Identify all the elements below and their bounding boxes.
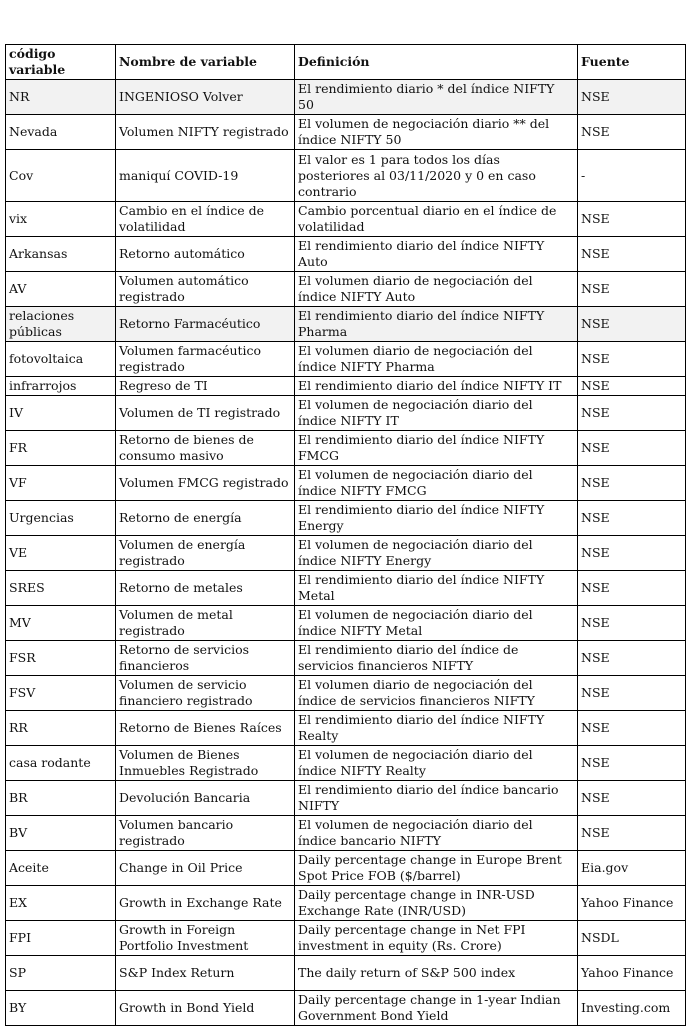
cell-name: Regreso de TI (116, 377, 295, 396)
cell-code: BY (6, 991, 116, 1026)
cell-source: NSE (578, 746, 686, 781)
cell-name: INGENIOSO Volver (116, 80, 295, 115)
table-row (6, 466, 686, 501)
cell-definition: The daily return of S&P 500 index (295, 956, 578, 991)
cell-code: Aceite (6, 851, 116, 886)
cell-definition: El volumen diario de negociación del índice NIFTY Auto (295, 272, 578, 307)
cell-definition: El volumen de negociación diario del índice bancario NIFTY (295, 816, 578, 851)
cell-name: Retorno de servicios financieros (116, 641, 295, 676)
table-row (6, 886, 686, 921)
cell-source: NSE (578, 80, 686, 115)
cell-code: MV (6, 606, 116, 641)
cell-code: infrarrojos (6, 377, 116, 396)
cell-source: NSE (578, 431, 686, 466)
table-row (6, 115, 686, 150)
table-row (6, 377, 686, 396)
cell-code: FR (6, 431, 116, 466)
cell-name: Retorno automático (116, 237, 295, 272)
cell-definition: El volumen de negociación diario ** del índice NIFTY 50 (295, 115, 578, 150)
cell-source: NSE (578, 342, 686, 377)
table-row (6, 150, 686, 202)
cell-code: FSR (6, 641, 116, 676)
cell-name: Volumen NIFTY registrado (116, 115, 295, 150)
cell-name: Retorno de metales (116, 571, 295, 606)
cell-code: Cov (6, 150, 116, 202)
cell-source: NSE (578, 711, 686, 746)
cell-code: FPI (6, 921, 116, 956)
cell-code: vix (6, 202, 116, 237)
cell-source: NSE (578, 202, 686, 237)
cell-definition: Daily percentage change in INR-USD Exchange Rate (INR/USD) (295, 886, 578, 921)
cell-source: NSE (578, 676, 686, 711)
cell-name: Volumen farmacéutico registrado (116, 342, 295, 377)
cell-source: NSE (578, 606, 686, 641)
cell-definition: El volumen de negociación diario del índice NIFTY Realty (295, 746, 578, 781)
cell-name: Volumen de energía registrado (116, 536, 295, 571)
cell-code: VF (6, 466, 116, 501)
cell-definition: Daily percentage change in Europe Brent Spot Price FOB ($/barrel) (295, 851, 578, 886)
cell-definition: El rendimiento diario del índice NIFTY Metal (295, 571, 578, 606)
table-row (6, 921, 686, 956)
table-row (6, 816, 686, 851)
cell-definition: El rendimiento diario del índice de servicios financieros NIFTY (295, 641, 578, 676)
cell-name: Volumen automático registrado (116, 272, 295, 307)
cell-code: SP (6, 956, 116, 991)
cell-code: VE (6, 536, 116, 571)
cell-name: Retorno de bienes de consumo masivo (116, 431, 295, 466)
cell-source: NSE (578, 641, 686, 676)
table-row (6, 781, 686, 816)
cell-source: NSE (578, 115, 686, 150)
cell-source: NSE (578, 501, 686, 536)
cell-source: NSE (578, 396, 686, 431)
cell-source: NSE (578, 536, 686, 571)
cell-source: NSE (578, 377, 686, 396)
cell-definition: El rendimiento diario del índice NIFTY IT (295, 377, 578, 396)
cell-definition: El volumen diario de negociación del índice de servicios financieros NIFTY (295, 676, 578, 711)
header-definition: Definición (295, 45, 578, 80)
cell-name: Change in Oil Price (116, 851, 295, 886)
cell-definition: El rendimiento diario del índice bancario NIFTY (295, 781, 578, 816)
header-source: Fuente (578, 45, 686, 80)
table-row (6, 956, 686, 991)
cell-name: Devolución Bancaria (116, 781, 295, 816)
table-row (6, 237, 686, 272)
cell-source: NSE (578, 272, 686, 307)
cell-definition: El rendimiento diario del índice NIFTY Energy (295, 501, 578, 536)
cell-name: Volumen FMCG registrado (116, 466, 295, 501)
cell-code: Arkansas (6, 237, 116, 272)
cell-name: Cambio en el índice de volatilidad (116, 202, 295, 237)
cell-definition: El rendimiento diario del índice NIFTY Auto (295, 237, 578, 272)
cell-definition: Daily percentage change in 1-year Indian Government Bond Yield (295, 991, 578, 1026)
variables-table (5, 44, 686, 1026)
cell-code: BR (6, 781, 116, 816)
table-row (6, 342, 686, 377)
cell-source: - (578, 150, 686, 202)
table-row (6, 396, 686, 431)
cell-code: fotovoltaica (6, 342, 116, 377)
table-row (6, 606, 686, 641)
cell-name: Growth in Bond Yield (116, 991, 295, 1026)
cell-code: NR (6, 80, 116, 115)
cell-definition: El volumen de negociación diario del índice NIFTY Energy (295, 536, 578, 571)
cell-code: EX (6, 886, 116, 921)
cell-name: Growth in Exchange Rate (116, 886, 295, 921)
cell-code: IV (6, 396, 116, 431)
cell-name: maniquí COVID-19 (116, 150, 295, 202)
cell-definition: El rendimiento diario del índice NIFTY Pharma (295, 307, 578, 342)
cell-definition: Cambio porcentual diario en el índice de volatilidad (295, 202, 578, 237)
cell-source: NSE (578, 571, 686, 606)
cell-code: AV (6, 272, 116, 307)
table-row (6, 272, 686, 307)
table-row (6, 641, 686, 676)
table-body (6, 80, 686, 1026)
cell-code: FSV (6, 676, 116, 711)
cell-name: Volumen de metal registrado (116, 606, 295, 641)
table-row (6, 202, 686, 237)
table-row (6, 676, 686, 711)
cell-code: BV (6, 816, 116, 851)
cell-source: NSDL (578, 921, 686, 956)
cell-name: S&P Index Return (116, 956, 295, 991)
cell-source: NSE (578, 781, 686, 816)
cell-code: Nevada (6, 115, 116, 150)
cell-definition: Daily percentage change in Net FPI investment in equity (Rs. Crore) (295, 921, 578, 956)
table-row (6, 501, 686, 536)
cell-code: RR (6, 711, 116, 746)
cell-code: SRES (6, 571, 116, 606)
cell-definition: El volumen de negociación diario del índice NIFTY Metal (295, 606, 578, 641)
header-row (6, 45, 686, 80)
table-row (6, 307, 686, 342)
cell-source: NSE (578, 307, 686, 342)
cell-source: NSE (578, 816, 686, 851)
cell-definition: El rendimiento diario * del índice NIFTY 50 (295, 80, 578, 115)
table-row (6, 571, 686, 606)
cell-definition: El volumen de negociación diario del índice NIFTY FMCG (295, 466, 578, 501)
cell-definition: El volumen de negociación diario del índice NIFTY IT (295, 396, 578, 431)
cell-name: Retorno de Bienes Raíces (116, 711, 295, 746)
table-row (6, 711, 686, 746)
cell-name: Retorno Farmacéutico (116, 307, 295, 342)
cell-name: Retorno de energía (116, 501, 295, 536)
cell-source: Yahoo Finance (578, 886, 686, 921)
cell-definition: El rendimiento diario del índice NIFTY FMCG (295, 431, 578, 466)
cell-source: NSE (578, 466, 686, 501)
cell-name: Growth in Foreign Portfolio Investment (116, 921, 295, 956)
cell-code: Urgencias (6, 501, 116, 536)
table-row (6, 991, 686, 1026)
cell-name: Volumen de Bienes Inmuebles Registrado (116, 746, 295, 781)
cell-definition: El rendimiento diario del índice NIFTY Realty (295, 711, 578, 746)
cell-definition: El valor es 1 para todos los días posteriores al 03/11/2020 y 0 en caso contrario (295, 150, 578, 202)
table-row (6, 431, 686, 466)
cell-source: NSE (578, 237, 686, 272)
table-row (6, 746, 686, 781)
table-row (6, 536, 686, 571)
table-row (6, 851, 686, 886)
cell-name: Volumen bancario registrado (116, 816, 295, 851)
cell-name: Volumen de TI registrado (116, 396, 295, 431)
header-name: Nombre de variable (116, 45, 295, 80)
cell-name: Volumen de servicio financiero registrado (116, 676, 295, 711)
cell-definition: El volumen diario de negociación del índice NIFTY Pharma (295, 342, 578, 377)
cell-source: Investing.com (578, 991, 686, 1026)
cell-code: relaciones públicas (6, 307, 116, 342)
cell-code: casa rodante (6, 746, 116, 781)
cell-source: Eia.gov (578, 851, 686, 886)
table-row (6, 80, 686, 115)
header-code: código variable (6, 45, 116, 80)
cell-source: Yahoo Finance (578, 956, 686, 991)
